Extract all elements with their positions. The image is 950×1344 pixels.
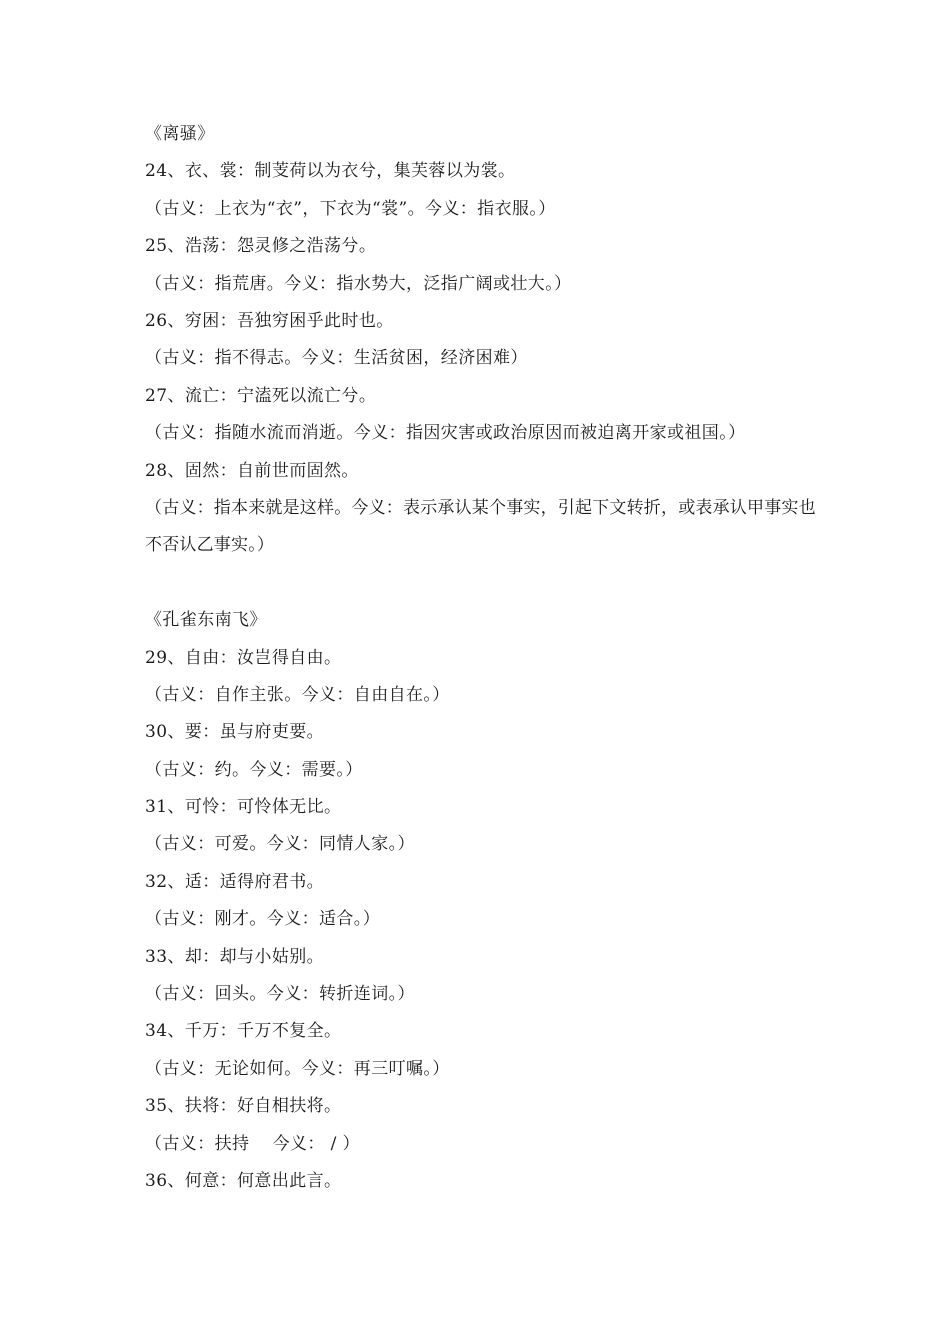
document-body bbox=[145, 116, 825, 1200]
entry-term: 24、衣、裳：制芰荷以为衣兮，集芙蓉以为裳。 bbox=[145, 161, 516, 182]
section-title: 《孔雀东南飞》 bbox=[145, 610, 267, 631]
section-spacer bbox=[145, 565, 825, 602]
entry-term: 33、却：却与小姑别。 bbox=[145, 946, 325, 967]
entry-meaning: （古义：指荒唐。今义：指水势大，泛指广阔或壮大。） bbox=[145, 273, 572, 294]
entry-meaning: （古义：可爱。今义：同情人家。） bbox=[145, 834, 415, 855]
section-title: 《离骚》 bbox=[145, 124, 215, 144]
entry-term: 35、扶将：好自相扶将。 bbox=[145, 1096, 342, 1117]
entry-meaning: （古义：扶持 今义： / ） bbox=[145, 1133, 360, 1154]
entry-meaning: （古义：指不得志。今义：生活贫困，经济困难） bbox=[145, 348, 528, 369]
entry-term: 25、浩荡：怨灵修之浩荡兮。 bbox=[145, 236, 377, 257]
entry-meaning: （古义：约。今义：需要。） bbox=[145, 759, 363, 780]
entry-term: 36、何意：何意出此言。 bbox=[145, 1170, 342, 1191]
entry-meaning: （古义：上衣为“衣”，下衣为“裳”。今义：指衣服。） bbox=[145, 198, 556, 219]
entry-term: 31、可怜：可怜体无比。 bbox=[145, 797, 342, 818]
entry-term: 29、自由：汝岂得自由。 bbox=[145, 647, 342, 668]
entry-term: 27、流亡：宁溘死以流亡兮。 bbox=[145, 385, 377, 406]
entry-meaning: （古义：自作主张。今义：自由自在。） bbox=[145, 684, 450, 705]
entry-meaning: （古义：指随水流而消逝。今义：指因灾害或政治原因而被迫离开家或祖国。） bbox=[145, 423, 746, 444]
entry-meaning: （古义：指本来就是这样。今义：表示承认某个事实，引起下文转折，或表承认甲事实也不否认乙事实。） bbox=[145, 497, 816, 556]
entry-meaning: （古义：无论如何。今义：再三叮嘱。） bbox=[145, 1058, 450, 1079]
entry-term: 30、要：虽与府吏要。 bbox=[145, 722, 325, 743]
entry-term: 28、固然：自前世而固然。 bbox=[145, 460, 359, 481]
entry-term: 34、千万：千万不复全。 bbox=[145, 1021, 342, 1042]
entry-meaning: （古义：回头。今义：转折连词。） bbox=[145, 984, 415, 1005]
entry-term: 32、适：适得府君书。 bbox=[145, 871, 325, 892]
entry-term: 26、穷困：吾独穷困乎此时也。 bbox=[145, 310, 394, 331]
entry-meaning: （古义：刚才。今义：适合。） bbox=[145, 909, 381, 930]
